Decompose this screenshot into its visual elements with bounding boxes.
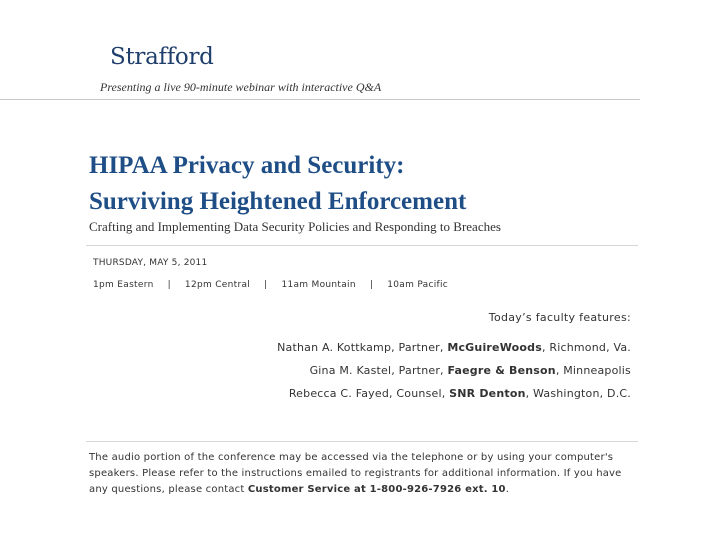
time-separator: |: [369, 280, 374, 290]
title-line-2: Surviving Heightened Enforcement: [89, 188, 467, 215]
audio-note-text: The audio portion of the conference may be accessed via the telephone or by using your computer's speakers. Please refer to the instructions emailed to registrants for additional information. If you have any questions, please contact: [89, 452, 622, 495]
webinar-title: [89, 148, 466, 220]
title-line-1: HIPAA Privacy and Security:: [89, 152, 405, 179]
strafford-logo: Strafford: [110, 44, 214, 70]
faculty-name: Gina M. Kastel, Partner,: [309, 364, 448, 377]
faculty-firm: Faegre & Benson: [447, 364, 556, 377]
time-pacific: 10am Pacific: [387, 280, 449, 290]
divider-bottom: [86, 441, 638, 442]
time-separator: |: [264, 280, 268, 290]
tagline: Presenting a live 90-minute webinar with interactive Q&A: [0, 80, 640, 100]
event-date: THURSDAY, MAY 5, 2011: [93, 258, 208, 268]
event-times: [93, 280, 448, 290]
faculty-location: , Richmond, Va.: [541, 341, 631, 354]
faculty-name: Rebecca C. Fayed, Counsel,: [288, 387, 450, 400]
faculty-member: [277, 359, 631, 382]
divider-top: [86, 245, 638, 246]
faculty-firm: McGuireWoods: [447, 341, 542, 354]
time-separator: |: [167, 280, 171, 290]
faculty-heading: Today’s faculty features:: [488, 311, 631, 324]
webinar-subtitle: Crafting and Implementing Data Security Policies and Responding to Breaches: [89, 219, 501, 234]
faculty-name: Nathan A. Kottkamp, Partner,: [277, 341, 448, 354]
faculty-member: [277, 336, 631, 359]
customer-service-contact: Customer Service at 1-800-926-7926 ext. 10: [247, 484, 506, 495]
audio-note: [89, 450, 639, 498]
faculty-list: [277, 336, 631, 405]
time-mountain: 11am Mountain: [281, 280, 356, 290]
audio-note-end: .: [505, 484, 510, 495]
faculty-firm: SNR Denton: [449, 387, 526, 400]
time-eastern: 1pm Eastern: [93, 280, 154, 290]
faculty-member: [277, 382, 631, 405]
time-central: 12pm Central: [184, 280, 251, 290]
faculty-location: , Washington, D.C.: [525, 387, 631, 400]
faculty-location: , Minneapolis: [555, 364, 631, 377]
